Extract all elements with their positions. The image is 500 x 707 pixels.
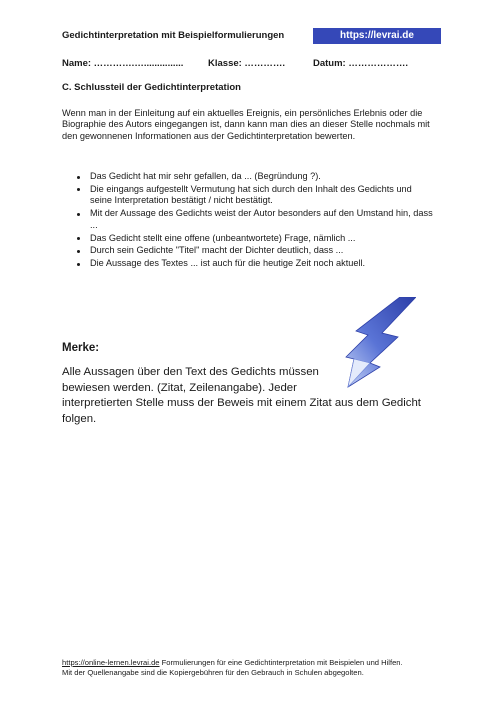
- footer-line: [62, 658, 462, 668]
- list-item: Die Aussage des Textes ... ist auch für die heutige Zeit noch aktuell.: [90, 258, 434, 269]
- url-badge[interactable]: https://levrai.de: [313, 28, 441, 44]
- merke-line: bewiesen werden. (Zitat, Zeilenangabe). Jeder: [62, 381, 297, 394]
- intro-paragraph: Wenn man in der Einleitung auf ein aktuelles Ereignis, ein persönliches Erlebnis oder die Biographie des Autors eingegangen ist, dann kann man dies an dieser Stelle nochmals mit den gewonnenen Informationen aus der Gedichtinterpretation bewerten.: [62, 108, 430, 141]
- list-item: Die eingangs aufgestellt Vermutung hat sich durch den Inhalt des Gedichts und seine Interpretation bestätigt / nicht bestätigt.: [90, 184, 434, 207]
- list-item: Das Gedicht hat mir sehr gefallen, da ... (Begründung ?).: [90, 171, 434, 182]
- merke-line: interpretierten Stelle muss der Beweis mit einem Zitat aus dem Gedicht folgen.: [62, 397, 421, 425]
- merke-text: [62, 365, 437, 427]
- footer-note: Mit der Quellenangabe sind die Kopiergebühren für den Gebrauch in Schulen abgegolten.: [62, 668, 364, 677]
- datum-field: Datum: ……………….: [313, 58, 408, 69]
- footer: [62, 658, 462, 678]
- list-item: Durch sein Gedichte "Titel" macht der Dichter deutlich, dass ...: [90, 245, 434, 256]
- merke-heading: Merke:: [62, 342, 100, 354]
- list-item: Das Gedicht stellt eine offene (unbeantwortete) Frage, nämlich ...: [90, 233, 434, 244]
- klasse-field: Klasse: ………….: [208, 58, 286, 69]
- footer-link[interactable]: https://online-lernen.levrai.de: [62, 658, 160, 667]
- merke-line: Alle Aussagen über den Text des Gedichts müssen: [62, 366, 319, 378]
- formulation-list: [62, 171, 434, 271]
- section-title: C. Schlussteil der Gedichtinterpretation: [62, 82, 241, 93]
- name-field: Name: ………….…...............: [62, 58, 184, 69]
- list-item: Mit der Aussage des Gedichts weist der Autor besonders auf den Umstand hin, dass ...: [90, 208, 433, 230]
- footer-text: Formulierungen für eine Gedichtinterpretation mit Beispielen und Hilfen.: [159, 658, 403, 667]
- document-title: Gedichtinterpretation mit Beispielformulierungen: [62, 30, 285, 41]
